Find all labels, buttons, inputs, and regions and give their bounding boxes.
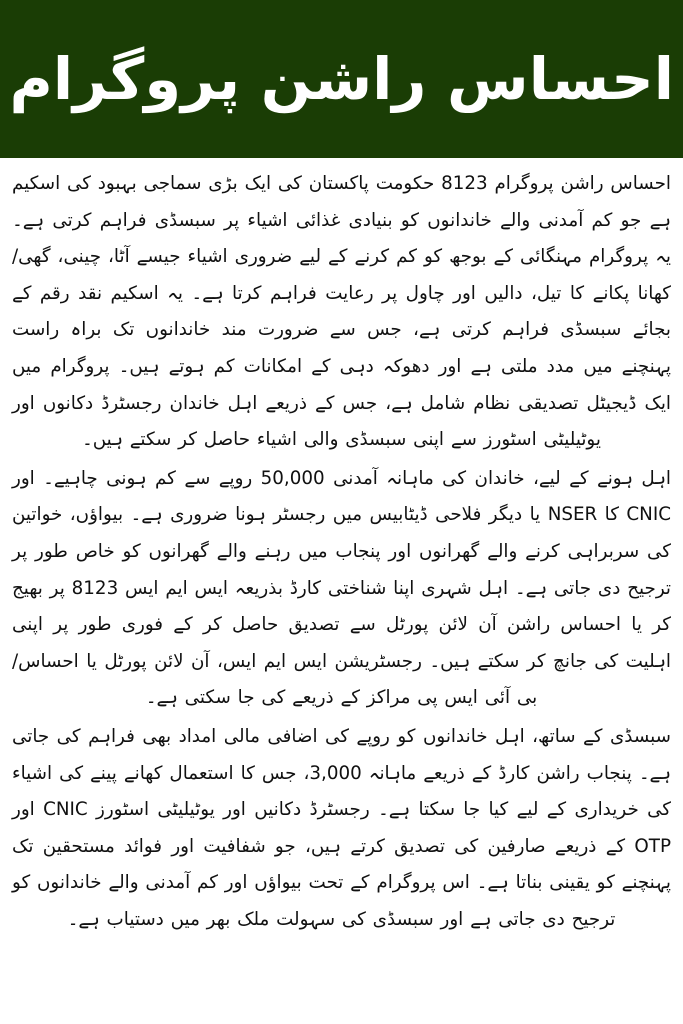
paragraph-intro: احساس راشن پروگرام 8123 حکومت پاکستان کی ایک بڑی سماجی بہبود کی اسکیم ہے جو کم آمدنی والے خاندانوں کو بنیادی غذائی اشیاء پر سبسڈی فراہم کرتی ہے۔ یہ پروگرام مہنگائی کے بوجھ کو کم کرنے کے لیے ضروری اشیاء جیسے آٹا، چینی، گھی/کھانا پکانے کا تیل، دالیں اور چاول پر رعایت فراہم کرتا ہے۔ یہ اسکیم نقد رقم کے بجائے سبسڈی فراہم کرتی ہے، جس سے ضرورت مند خاندانوں تک براہ راست پہنچنے میں مدد ملتی ہے اور دھوکہ دہی کے امکانات کم ہوتے ہیں۔ پروگرام میں ایک ڈیجیٹل تصدیقی نظام شامل ہے، جس کے ذریعے اہل خاندان رجسٹرڈ دکانوں اور یوٹیلیٹی اسٹورز سے اپنی سبسڈی والی اشیاء حاصل کر سکتے ہیں۔: [12, 173, 671, 451]
article-body: [0, 158, 683, 1024]
paragraph-benefits: سبسڈی کے ساتھ، اہل خاندانوں کو روپے کی اضافی مالی امداد بھی فراہم کی جاتی ہے۔ پنجاب راشن کارڈ کے ذریعے ماہانہ 3,000، جس کا استعمال کھانے پینے کی اشیاء کی خریداری کے لیے کیا جا سکتا ہے۔ رجسٹرڈ دکانیں اور یوٹیلیٹی اسٹورز CNIC اور OTP کے ذریعے صارفین کی تصدیق کرتے ہیں، جو شفافیت اور فوائد مستحقین تک پہنچنے کو یقینی بناتا ہے۔ اس پروگرام کے تحت بیواؤں اور کم آمدنی والے خاندانوں کو ترجیح دی جاتی ہے اور سبسڈی کی سہولت ملک بھر میں دستیاب ہے۔: [12, 725, 672, 930]
page-title: احساس راشن پروگرام: [9, 44, 674, 113]
title-banner: [0, 0, 683, 158]
paragraph-eligibility: اہل ہونے کے لیے، خاندان کی ماہانہ آمدنی 50,000 روپے سے کم ہونی چاہیے۔ اور CNIC کا NSER یا دیگر فلاحی ڈیٹابیس میں رجسٹر ہونا ضروری ہے۔ بیواؤں، خواتین کی سربراہی کرنے والے گھرانوں اور پنجاب میں رہنے والے گھرانوں کو خاص طور پر ترجیح دی جاتی ہے۔ اہل شہری اپنا شناختی کارڈ بذریعہ ایس ایم ایس 8123 پر بھیج کر یا احساس راشن آن لائن پورٹل سے تصدیق حاصل کر کے فوری طور پر اپنی اہلیت کی جانچ کر سکتے ہیں۔ رجسٹریشن ایس ایم ایس، آن لائن پورٹل یا احساس/بی آئی ایس پی مراکز کے ذریعے کی جا سکتی ہے۔: [12, 467, 671, 709]
